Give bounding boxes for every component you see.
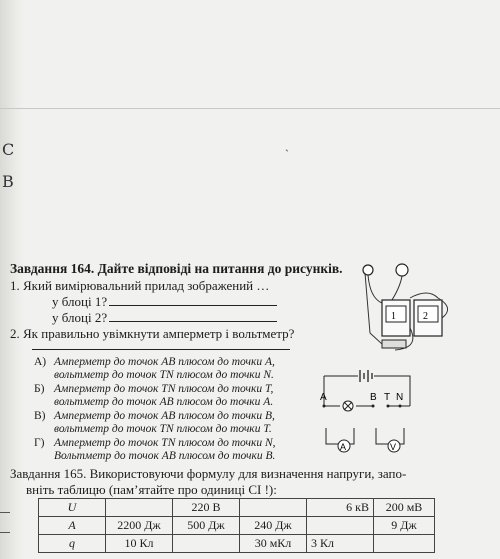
task165-title: Завдання 165. Використовуючи формулу для визначення напруги, запо- (10, 466, 407, 481)
table-cell[interactable] (240, 499, 307, 517)
pencil-mark: ˏ (285, 138, 289, 152)
table-row-q (39, 535, 435, 553)
apparatus-figure (360, 258, 498, 358)
table-cell: 10 Кл (106, 535, 173, 553)
table-cell: 9 Дж (374, 517, 435, 535)
table-cell: 6 кВ (307, 499, 374, 517)
answer-blank-1[interactable] (109, 295, 277, 306)
answer-line-question2[interactable] (32, 349, 290, 350)
voltage-table (38, 498, 435, 553)
table-cell: 500 Дж (173, 517, 240, 535)
option-text-line2: Вольтметр до точок AB плюсом до точки B. (54, 450, 276, 462)
task164-question1-block2 (52, 310, 277, 326)
table-row-u (39, 499, 435, 517)
light-bulb-icon (396, 264, 408, 276)
option-b[interactable] (34, 383, 273, 409)
block-1-label: 1 (391, 311, 396, 322)
option-text-line2: вольтметр до точок TN плюсом до точки N. (54, 369, 274, 381)
table-cell: 240 Дж (240, 517, 307, 535)
table-cell: 30 мКл (240, 535, 307, 553)
table-cell: 220 В (173, 499, 240, 517)
margin-dash (0, 512, 10, 513)
option-label: Б) (34, 383, 45, 395)
table-cell: A (39, 517, 106, 535)
margin-mark-c: C (2, 140, 15, 159)
option-text-line1: Амперметр до точок AB плюсом до точки B, (54, 410, 275, 422)
task164-question2: 2. Як правильно увімкнути амперметр і вольтметр? (10, 326, 295, 341)
table-cell: q (39, 535, 106, 553)
point-b-label: B (370, 392, 377, 403)
option-text-line1: Амперметр до точок TN плюсом до точки T, (54, 383, 274, 395)
table-cell: 200 мВ (374, 499, 435, 517)
block1-prompt: у блоці 1? (52, 294, 108, 309)
option-v[interactable] (34, 410, 275, 436)
table-cell: U (39, 499, 106, 517)
point-t-label: T (384, 392, 391, 403)
table-cell: 2200 Дж (106, 517, 173, 535)
option-text-line2: вольтметр до точок TN плюсом до точки T. (54, 423, 272, 435)
table-cell[interactable] (307, 517, 374, 535)
option-a[interactable] (34, 356, 275, 382)
task164-title: Завдання 164. Дайте відповіді на питання до рисунків. (10, 261, 343, 276)
option-g[interactable] (34, 437, 276, 463)
battery-icon (360, 370, 372, 382)
option-label: А) (34, 356, 47, 368)
page-divider-line (0, 108, 500, 109)
option-text-line2: вольтметр до точок AB плюсом до точки A. (54, 396, 274, 408)
task165-title-cont: вніть таблицю (пам’ятайте про одиниці СІ !): (26, 482, 277, 497)
light-bulb-icon (363, 265, 373, 275)
switch-base (382, 340, 406, 348)
answer-blank-2[interactable] (109, 311, 277, 322)
margin-mark-b: B (2, 172, 14, 191)
margin-dash (0, 532, 10, 533)
table-cell: 3 Кл (307, 535, 374, 553)
option-text-line1: Амперметр до точок TN плюсом до точки N, (54, 437, 276, 449)
task164-question1: 1. Який вимірювальний прилад зображений … (10, 278, 270, 293)
ammeter-label: A (340, 442, 347, 452)
option-label: Г) (34, 437, 45, 449)
table-cell[interactable] (374, 535, 435, 553)
table-row-a (39, 517, 435, 535)
point-a-label: A (320, 392, 327, 403)
point-n-label: N (396, 392, 404, 403)
table-cell[interactable] (106, 499, 173, 517)
task164-question1-block1 (52, 294, 277, 310)
option-label: В) (34, 410, 46, 422)
voltmeter-label: V (390, 442, 397, 452)
block-2-label: 2 (423, 311, 428, 322)
block2-prompt: у блоці 2? (52, 310, 108, 325)
option-text-line1: Амперметр до точок AB плюсом до точки A, (54, 356, 275, 368)
table-cell[interactable] (173, 535, 240, 553)
circuit-diagram (318, 366, 418, 466)
